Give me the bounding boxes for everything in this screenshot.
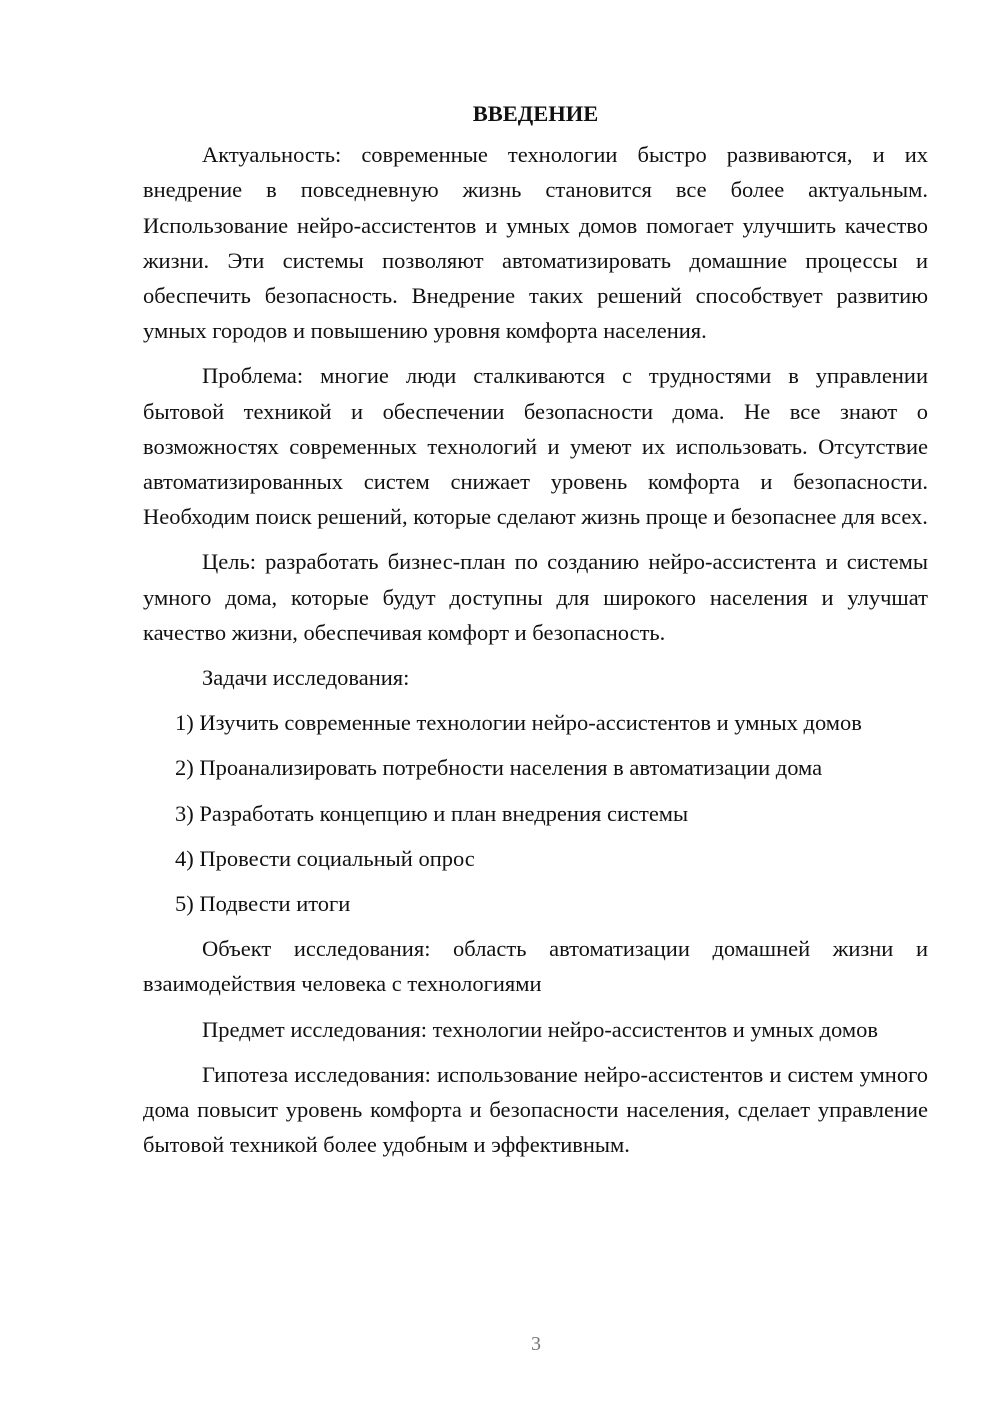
page-number: 3 [531, 1333, 541, 1355]
paragraph-subject: Предмет исследования: технологии нейро-ассистентов и умных домов [202, 1016, 878, 1042]
task-item-2: 2) Проанализировать потребности населения в автоматизации дома [175, 755, 823, 781]
paragraph-hypothesis: Гипотеза исследования: использование нейро-ассистентов и систем умного дома повысит уровень комфорта и безопасности населения, сделает управление бытовой техникой более удобным и эффективным. [143, 1061, 928, 1158]
task-item-1: 1) Изучить современные технологии нейро-ассистентов и умных домов [175, 710, 862, 736]
task-item-4: 4) Провести социальный опрос [175, 845, 475, 871]
tasks-heading: Задачи исследования: [202, 665, 410, 691]
paragraph-goal: Цель: разработать бизнес-план по созданию нейро-ассистента и системы умного дома, которые будут доступны для широкого населения и улучшат качество жизни, обеспечивая комфорт и безопасность. [143, 549, 928, 645]
task-item-3: 3) Разработать концепцию и план внедрения системы [175, 800, 689, 826]
task-item-5: 5) Подвести итоги [175, 891, 351, 917]
paragraph-problem: Проблема: многие люди сталкиваются с трудностями в управлении бытовой техникой и обеспечении безопасности дома. Не все знают о возможностях современных технологий и умеют их использовать. Отсутствие автоматизированных систем снижает уровень комфорта и безопасности. Необходим поиск решений, которые сделают жизнь проще и безопаснее для всех. [143, 363, 928, 530]
paragraph-relevance: Актуальность: современные технологии быстро развиваются, и их внедрение в повседневную жизнь становится все более актуальным. Использование нейро-ассистентов и умных домов помогает улучшить качество жизни. Эти системы позволяют автоматизировать домашние процессы и обеспечить безопасность. Внедрение таких решений способствует развитию умных городов и повышению уровня комфорта населения. [143, 142, 928, 344]
paragraph-object: Объект исследования: область автоматизации домашней жизни и взаимодействия человека с технологиями [143, 936, 928, 997]
page-title: ВВЕДЕНИЕ [472, 101, 599, 126]
page-content [143, 96, 928, 1172]
